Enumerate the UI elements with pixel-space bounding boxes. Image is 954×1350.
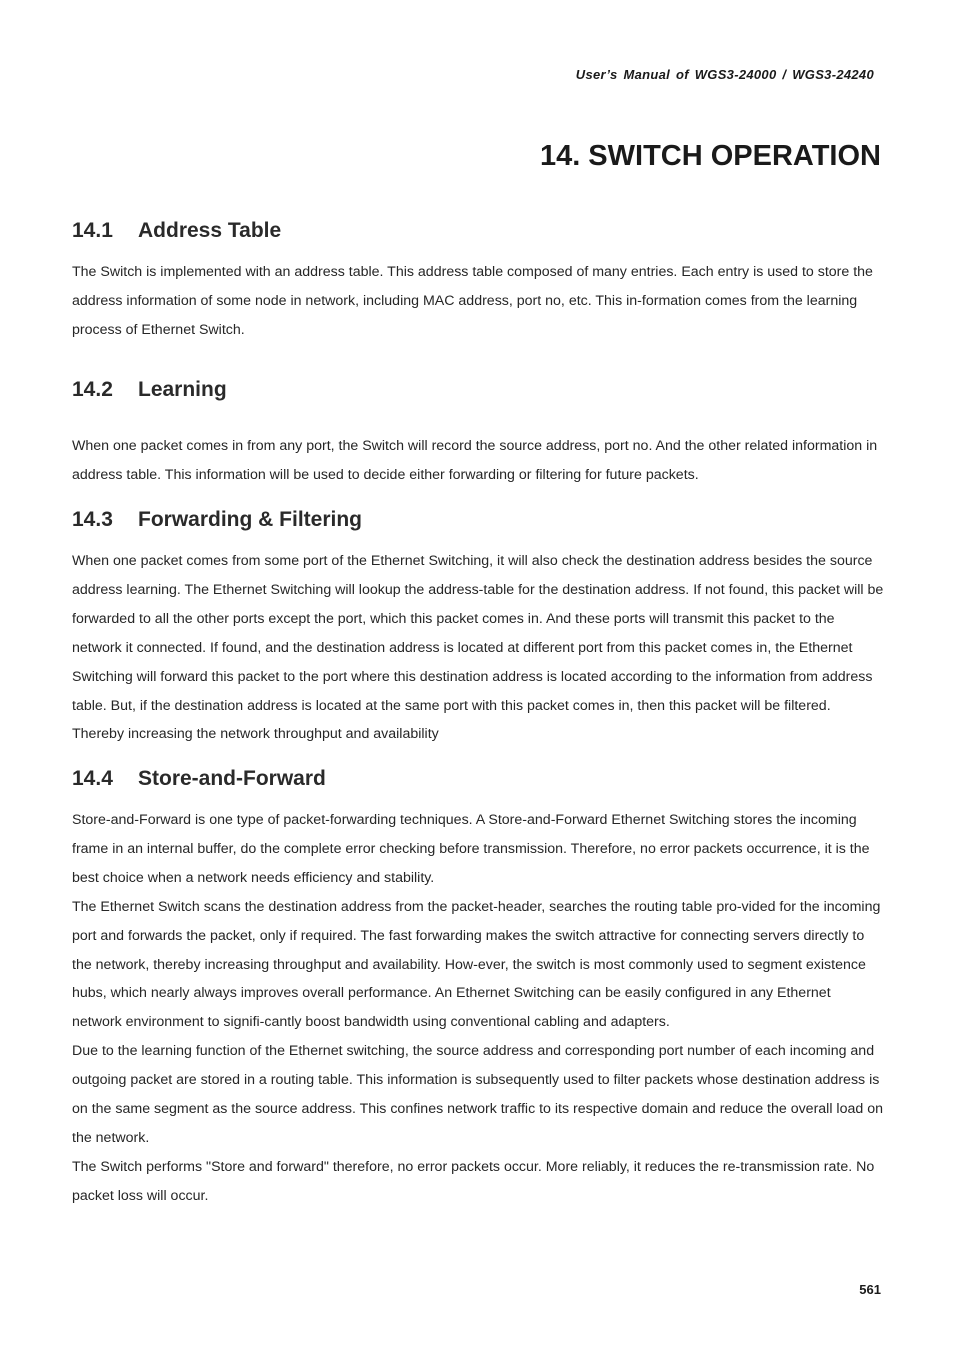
paragraph: Store-and-Forward is one type of packet-forwarding techniques. A Store-and-Forward Ethernet Switching stores the incoming frame in an internal buffer, do the complete error checking before transmission. Therefore, no error packets occurrence, it is the best choice when a network needs efficiency and stability. (72, 812, 870, 886)
section-heading (72, 377, 884, 403)
paragraph: The Switch performs "Store and forward" therefore, no error packets occur. More reliably, it reduces the re-transmission rate. No packet loss will occur. (72, 1158, 875, 1204)
running-header: User’s Manual of WGS3-24000 / WGS3-24240 (575, 67, 874, 82)
section-number: 14.3 (72, 508, 113, 531)
section-forwarding-filtering (72, 507, 884, 749)
section-number: 14.1 (72, 219, 113, 242)
section-number: 14.4 (72, 767, 113, 790)
section-title: Learning (138, 378, 227, 401)
section-heading (72, 507, 884, 533)
paragraph: When one packet comes in from any port, the Switch will record the source address, port no. And the other related information in address table. This information will be used to decide either forwarding or filtering for future packets. (72, 438, 878, 483)
section-heading (72, 218, 884, 244)
section-heading (72, 766, 884, 792)
paragraph: The Ethernet Switch scans the destination address from the packet-header, searches the routing table pro-vided for the incoming port and forwards the packet, only if required. The fast forwarding makes the switch attractive for connecting servers directly to the network, thereby increasing throughput and availability. How-ever, the switch is most commonly used to segment existence hubs, which nearly always improves overall performance. An Ethernet Switching can be easily configured in any Ethernet network environment to signifi-cantly boost bandwidth using conventional cabling and adapters. (72, 898, 881, 1031)
section-store-and-forward (72, 766, 884, 1211)
section-title: Address Table (138, 219, 282, 242)
section-address-table (72, 218, 884, 345)
section-title: Forwarding & Filtering (138, 508, 362, 531)
page-number: 561 (859, 1282, 881, 1297)
section-title: Store-and-Forward (138, 767, 326, 790)
section-learning (72, 377, 884, 490)
paragraph: When one packet comes from some port of the Ethernet Switching, it will also check the destination address besides the source address learning. The Ethernet Switching will lookup the address-table for the destination address. If not found, this packet will be forwarded to all the other ports except the port, which this packet comes in. And these ports will transmit this packet to the network it connected. If found, and the destination address is located at different port from this packet comes in, the Ethernet Switching will forward this packet to the port where this destination address is located according to the information from address table. But, if the destination address is located at the same port with this packet comes in, then this packet will be filtered. Thereby increasing the network throughput and availability (72, 553, 884, 743)
paragraph: The Switch is implemented with an address table. This address table composed of many entries. Each entry is used to store the address information of some node in network, including MAC address, port no, etc. This in-formation comes from the learning process of Ethernet Switch. (72, 264, 873, 338)
section-number: 14.2 (72, 378, 113, 401)
chapter-title: 14. SWITCH OPERATION (539, 140, 881, 172)
paragraph: Due to the learning function of the Ethernet switching, the source address and corresponding port number of each incoming and outgoing packet are stored in a routing table. This information is subsequently used to filter packets whose destination address is on the same segment as the source address. This confines network traffic to its respective domain and reduce the overall load on the network. (72, 1043, 883, 1146)
